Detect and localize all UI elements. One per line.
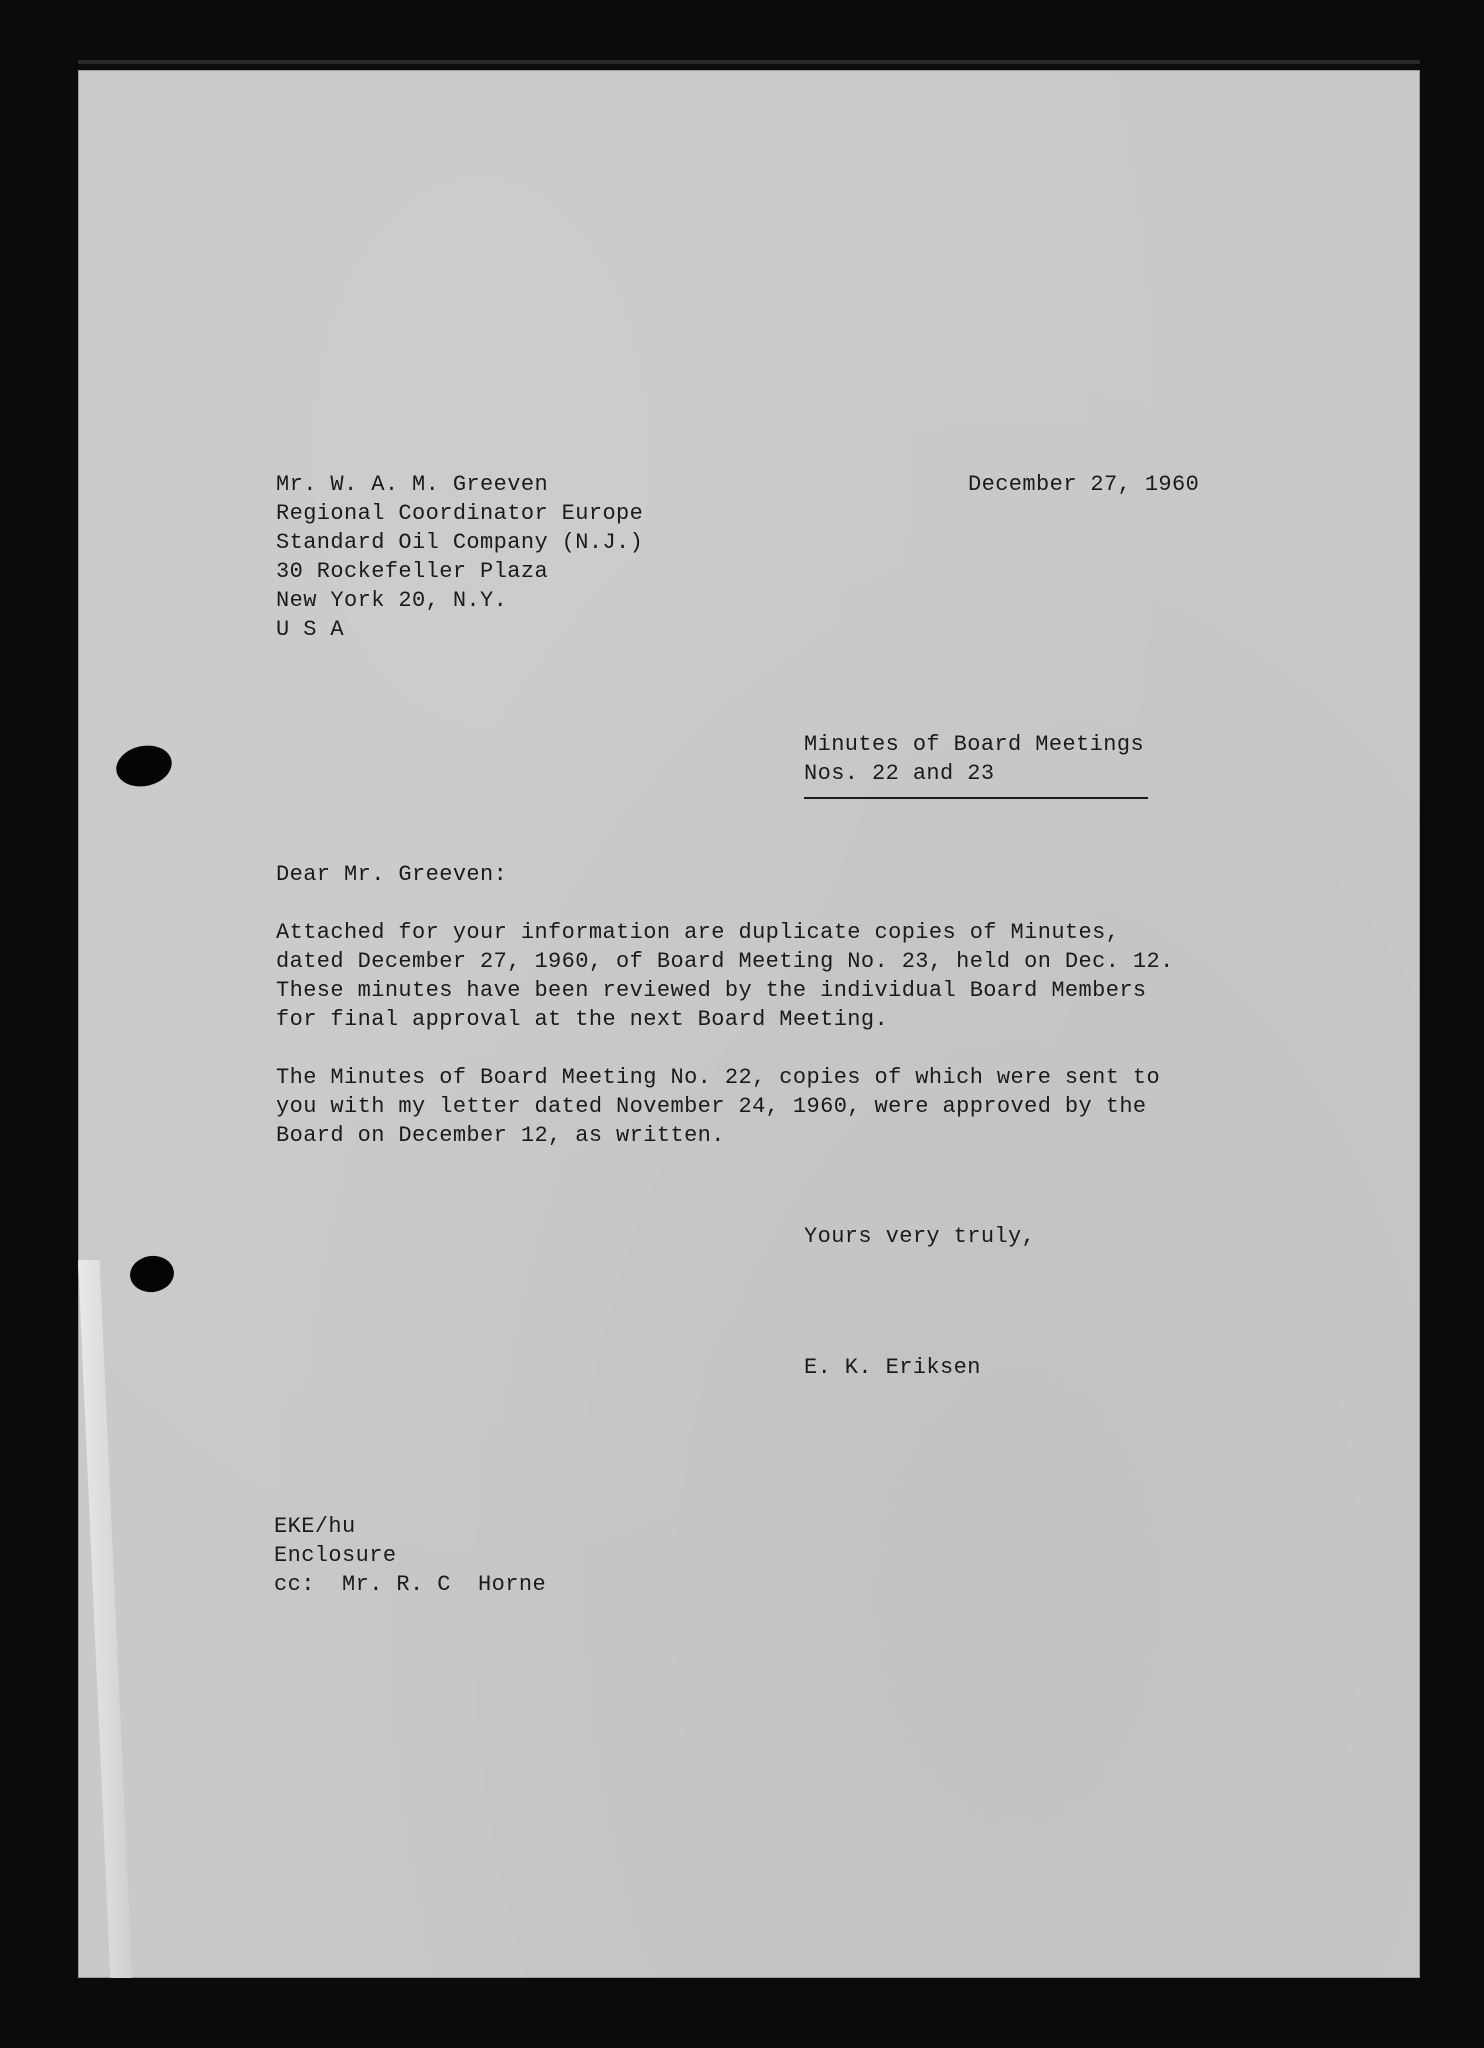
recipient-city: New York 20, N.Y. — [276, 588, 508, 613]
recipient-company: Standard Oil Company (N.J.) — [276, 530, 644, 555]
subject-line-1: Minutes of Board Meetings — [804, 732, 1145, 757]
recipient-name: Mr. W. A. M. Greeven — [276, 472, 549, 497]
paragraph-2-line: Board on December 12, as written. — [276, 1123, 725, 1148]
signature-name: E. K. Eriksen — [804, 1355, 981, 1380]
enclosure-note: Enclosure — [274, 1543, 397, 1568]
paragraph-2-line: you with my letter dated November 24, 1960, were approved by the — [276, 1094, 1147, 1119]
paragraph-2-line: The Minutes of Board Meeting No. 22, copies of which were sent to — [276, 1065, 1161, 1090]
paragraph-1-line: for final approval at the next Board Meeting. — [276, 1007, 889, 1032]
top-edge-mark — [78, 60, 1420, 64]
recipient-street: 30 Rockefeller Plaza — [276, 559, 549, 584]
paragraph-1-line: These minutes have been reviewed by the individual Board Members — [276, 978, 1147, 1003]
salutation: Dear Mr. Greeven: — [276, 862, 508, 887]
letter-date: December 27, 1960 — [968, 472, 1200, 497]
paragraph-1-line: Attached for your information are duplicate copies of Minutes, — [276, 920, 1120, 945]
reference-initials: EKE/hu — [274, 1514, 356, 1539]
subject-line-2: Nos. 22 and 23 — [804, 761, 995, 786]
paragraph-1-line: dated December 27, 1960, of Board Meeting No. 23, held on Dec. 12. — [276, 949, 1174, 974]
subject-underline — [804, 797, 1148, 799]
carbon-copy-note: cc: Mr. R. C Horne — [274, 1572, 547, 1597]
recipient-title: Regional Coordinator Europe — [276, 501, 644, 526]
complimentary-close: Yours very truly, — [804, 1224, 1036, 1249]
recipient-country: U S A — [276, 617, 345, 642]
